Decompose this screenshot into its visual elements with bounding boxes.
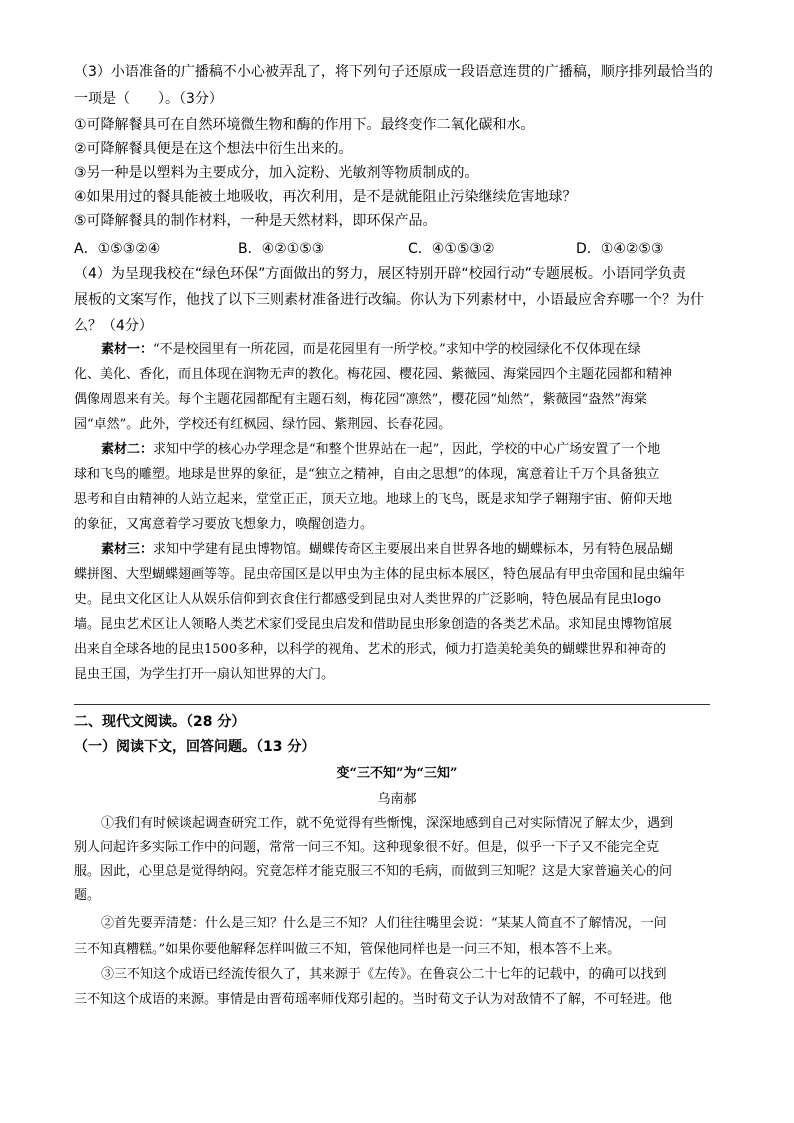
material-3-line: 出来自全球各地的昆虫1500多种，以科学的视角、艺术的形式，倾力打造美轮美奂的蝴蝶世界和神奇的: [74, 642, 667, 657]
material-3-first-line: [101, 541, 673, 559]
material-3-label: 素材三：: [101, 542, 154, 557]
material-3-line: 昆虫王国，为学生打开一扇认知世界的大门。: [74, 667, 335, 682]
material-1-line: 偶像周恩来有关。每个主题花园都配有主题石刻，梅花园“凛然”，樱花园“灿然”，紫薇园“盎然”海棠: [74, 392, 647, 407]
article-title: 变“三不知”为“三知”: [336, 766, 458, 781]
section-2-heading: 二、现代文阅读。（28 分）: [74, 714, 246, 730]
article-line: 三不知这个成语的来源。事情是由晋荀瑶率师伐郑引起的。当时荀文子认为对敌情不了解，不可轻进。他: [74, 992, 673, 1007]
material-3-line: 史。昆虫文化区让人从娱乐信仰到衣食住行都感受到昆虫对人类世界的广泛影响，特色展品有昆虫logo: [74, 592, 662, 607]
material-2-line: 思考和自由精神的人站立起来，堂堂正正，顶天立地。地球上的飞鸟，既是求知学子翱翔宇宙、俯仰天地: [74, 492, 673, 507]
q3-stem-line2: 一项是（ ）。（3分）: [74, 91, 223, 107]
q3-option-b: B．④②①⑤③: [238, 241, 325, 257]
material-2-label: 素材二：: [101, 442, 154, 457]
material-3-text: 求知中学建有昆虫博物馆。蝴蝶传奇区主要展出来自世界各地的蝴蝶标本，另有特色展品蝴: [153, 542, 674, 557]
q3-item-4: ④如果用过的餐具能被土地吸收，再次利用，是不是就能阻止污染继续危害地球？: [74, 189, 577, 205]
q3-item-5: ⑤可降解餐具的制作材料，一种是天然材料，即环保产品。: [74, 213, 437, 229]
material-1-first-line: [101, 341, 641, 359]
material-2-line: 球和飞鸟的雕塑。地球是世界的象征，是“独立之精神，自由之思想”的体现，寓意着让千万个具备独立: [74, 467, 660, 482]
q3-stem-line1: （3）小语准备的广播稿不小心被弄乱了，将下列句子还原成一段语意连贯的广播稿，顺序排列最恰当的: [74, 64, 713, 80]
article-line: 三不知真糟糕。”如果你要他解释怎样叫做三不知，管保他同样也是一问三不知，根本答不上来。: [74, 942, 621, 957]
section-2-subheading: （一）阅读下文，回答问题。（13 分）: [74, 739, 316, 755]
material-1-label: 素材一：: [101, 342, 154, 357]
q3-item-3: ③另一种是以塑料为主要成分，加入淀粉、光敏剂等物质制成的。: [74, 165, 479, 181]
article-line: ②首先要弄清楚：什么是三知？什么是三不知？人们往往嘴里会说：“某某人简直不了解情况，一问: [101, 916, 667, 931]
article-line: 题。: [74, 888, 101, 903]
material-3-line: 蝶拼图、大型蝴蝶翅画等等。昆虫帝国区是以甲虫为主体的昆虫标本展区，特色展品有甲虫帝国和昆虫编年: [74, 567, 686, 582]
q4-stem-line3: 么？（4分）: [74, 318, 153, 334]
article-line: ①我们有时候谈起调查研究工作，就不免觉得有些惭愧，深深地感到自己对实际情况了解太少，遇到: [101, 816, 674, 831]
material-2-first-line: [101, 441, 660, 459]
q3-item-1: ①可降解餐具可在自然环境微生物和酶的作用下。最终变作二氧化碳和水。: [74, 117, 535, 133]
article-author: 乌南郝: [377, 792, 417, 807]
article-line: 别人问起许多实际工作中的问题，常常一问三不知。这种现象很不好。但是，似乎一下子又不能完全克: [74, 840, 660, 855]
article-line: ③三不知这个成语已经流传很久了，其来源于《左传》。在鲁哀公二十七年的记载中，的确可以找到: [101, 967, 667, 982]
q3-item-2: ②可降解餐具便是在这个想法中衍生出来的。: [74, 141, 353, 157]
material-3-line: 墙。昆虫艺术区让人领略人类艺术家们受昆虫启发和借助昆虫形象创造的各类艺术品。求知昆虫博物馆展: [74, 617, 673, 632]
q3-option-c: C．④①⑤③②: [408, 241, 495, 257]
q4-stem-line1: （4）为呈现我校在“绿色环保”方面做出的努力，展区特别开辟“校园行动”专题展板。小语同学负责: [74, 266, 686, 282]
q3-option-a: A．①⑤③②④: [74, 241, 161, 257]
material-1-line: 园“卓然”。此外，学校还有红枫园、绿竹园、紫荆园、长春花园。: [74, 417, 452, 432]
material-2-text: 求知中学的核心办学理念是“和整个世界站在一起”，因此，学校的中心广场安置了一个地: [153, 442, 661, 457]
q3-option-d: D．①④②⑤③: [576, 241, 664, 257]
material-1-line: 化、美化、香化，而且体现在润物无声的教化。梅花园、樱花园、紫薇园、海棠园四个主题花园都和精神: [74, 367, 673, 382]
section-divider: [74, 704, 710, 705]
material-1-text: “不是校园里有一所花园，而是花园里有一所学校。”求知中学的校园绿化不仅体现在绿: [153, 342, 641, 357]
article-line: 服。因此，心里总是觉得纳闷。究竟怎样才能克服三不知的毛病，而做到三知呢？这是大家普遍关心的问: [74, 864, 673, 879]
material-2-line: 的象征，又寓意着学习要放飞想象力，唤醒创造力。: [74, 517, 374, 532]
q4-stem-line2: 展板的文案写作，他找了以下三则素材准备进行改编。你认为下列素材中，小语最应舍弃哪一个？为什: [74, 292, 704, 308]
